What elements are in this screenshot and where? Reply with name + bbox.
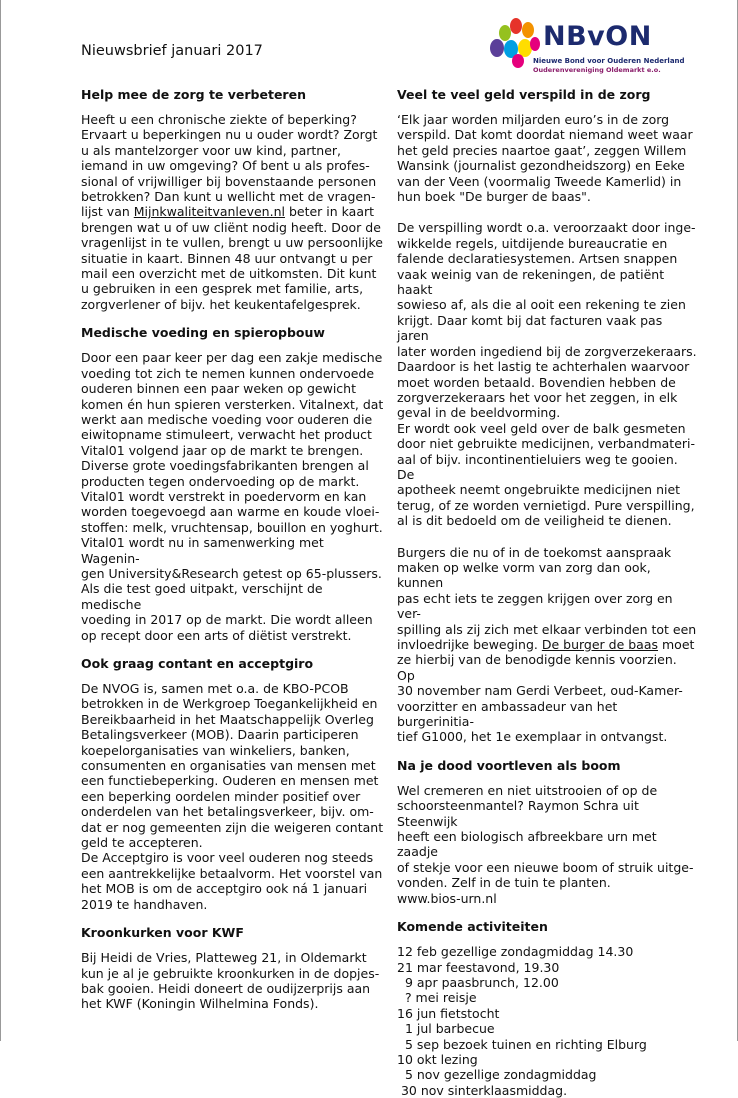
text-line: Daardoor is het lastig te achterhalen waarvoor	[397, 359, 690, 375]
activity-item: 9 apr paasbrunch, 12.00	[397, 974, 559, 990]
text-line: een aantrekkelijke betaalvorm. Het voorstel van	[81, 865, 383, 881]
section-heading: Na je dood voortleven als boom	[397, 757, 621, 773]
text-line: Heeft u een chronische ziekte of beperking?	[81, 112, 357, 127]
text-line: situatie in kaart. Binnen 48 uur ontvangt u per	[81, 250, 373, 266]
text-line: dat er nog gemeenten zijn die weigeren contant	[81, 819, 384, 835]
text-line: terug, of ze worden vernietigd. Pure verspilling,	[397, 497, 695, 513]
section-heading: Komende activiteiten	[397, 919, 548, 935]
section-heading: Kroonkurken voor KWF	[81, 925, 244, 941]
text-line: Vital01 wordt nu in samenwerking met Wagenin-	[81, 535, 324, 566]
text-line	[81, 204, 386, 219]
text-fragment: lijst van	[81, 204, 134, 220]
text-line: een beperking oordelen minder positief over	[81, 788, 361, 804]
text-line: al is dit bedoeld om de veiligheid te dienen.	[397, 513, 672, 529]
text-line: u gebruiken in een gesprek met familie, arts,	[81, 281, 364, 297]
text-line: spilling als zij zich met elkaar verbinden tot een	[397, 621, 697, 637]
text-line: voorzitter en ambassadeur van het burgerinitia-	[397, 698, 618, 730]
activity-item: 5 sep bezoek tuinen en richting Elburg	[397, 1036, 647, 1052]
text-line: De Acceptgiro is voor veel ouderen nog steeds	[81, 850, 374, 866]
text-line: mail een overzicht met de uitkomsten. Dit kunt	[81, 266, 377, 282]
text-line: hun boek "De burger de baas".	[397, 189, 591, 205]
text-line: het geld precies naartoe gaat’, zeggen Willem	[397, 142, 687, 158]
activity-item: 21 mar feestavond, 19.30	[397, 959, 560, 975]
text-line: geval in de beeldvorming.	[397, 405, 561, 421]
text-line: tief G1000, het 1e exemplaar in ontvangst.	[397, 729, 668, 745]
logo-wordmark: NBvON	[543, 21, 652, 52]
text-line: Er wordt ook veel geld over de balk gesmeten	[397, 420, 686, 436]
text-line: Als die test goed uitpakt, verschijnt de medische	[81, 581, 323, 612]
activity-item: 30 nov sinterklaasmiddag.	[397, 1082, 568, 1098]
text-line: op recept door een arts of diëtist verstrekt.	[81, 627, 352, 643]
text-line: pas echt iets te zeggen krijgen over zorg en ver-	[397, 590, 673, 622]
text-line: aal of bijv. incontinentieluiers weg te gooien. De	[397, 451, 678, 482]
text-line	[397, 637, 697, 652]
newsletter-title: Nieuwsbrief januari 2017	[81, 43, 263, 59]
right-column	[397, 87, 697, 1098]
text-line: iemand in uw omgeving? Of bent u als profes-	[81, 158, 370, 174]
activity-item: 12 feb gezellige zondagmiddag 14.30	[397, 944, 634, 960]
text-line: De NVOG is, samen met o.a. de KBO-PCOB	[81, 681, 349, 696]
text-fragment: invloedrijke beweging.	[397, 637, 542, 652]
logo-subtitle-branch: Ouderenvereniging Oldemarkt e.o.	[533, 66, 661, 74]
text-line: het KWF (Koningin Wilhelmina Fonds).	[81, 996, 319, 1012]
text-line: zorgverlener of bijv. het keukentafelgesprek.	[81, 296, 361, 312]
text-line: maken op welke vorm van zorg dan ook, kunnen	[397, 559, 651, 591]
text-line: of stekje voor een nieuwe boom of struik uitge-	[397, 859, 694, 875]
text-line: consumenten en organisaties van mensen met	[81, 758, 376, 774]
text-line: Diverse grote voedingsfabrikanten brengen al	[81, 458, 369, 474]
text-line: krijgt. Daar komt bij dat facturen vaak pas jaren	[397, 312, 663, 344]
mijnkwaliteitvanleven-link[interactable]: Mijnkwaliteitvanleven.nl	[133, 204, 285, 220]
text-line: stoffen: melk, vruchtensap, bouillon en yoghurt.	[81, 519, 383, 535]
text-line: Wel cremeren en niet uitstrooien of op de	[397, 782, 658, 798]
text-line: komen én hun spieren versterken. Vitalnext, dat	[81, 396, 384, 412]
section-heading: Veel te veel geld verspild in de zorg	[397, 87, 651, 102]
text-line: vaak weinig van de rekeningen, de patiënt haakt	[397, 266, 665, 298]
text-line: heeft een biologisch afbreekbare urn met zaadje	[397, 829, 657, 860]
section-heading: Medische voeding en spieropbouw	[81, 325, 325, 341]
section-heading: Help mee de zorg te verbeteren	[81, 87, 306, 102]
text-line: werkt aan medische voeding voor ouderen die	[81, 411, 373, 427]
activity-item: 5 nov gezellige zondagmiddag	[397, 1067, 597, 1083]
activity-item: 16 jun fietstocht	[397, 1005, 500, 1021]
text-line: van der Veen (voormalig Tweede Kamerlid) in	[397, 173, 682, 189]
text-line: wikkelde regels, uitdijende bureaucratie en	[397, 235, 668, 251]
text-line: Bij Heidi de Vries, Platteweg 21, in Oldemarkt	[81, 950, 367, 966]
activity-item: ? mei reisje	[397, 990, 477, 1006]
text-line: Bereikbaarheid in het Maatschappelijk Overleg	[81, 711, 374, 727]
burger-de-baas-link[interactable]: De burger de baas	[541, 637, 659, 652]
text-line: Door een paar keer per dag een zakje medische	[81, 350, 383, 366]
text-line: verspild. Dat komt doordat niemand weet waar	[397, 127, 693, 143]
bios-urn-url: www.bios-urn.nl	[397, 890, 497, 906]
text-line: vragenlijst in te vullen, brengt u uw persoonlijke	[81, 235, 383, 251]
text-line: het MOB is om de acceptgiro ook ná 1 januari	[81, 881, 368, 897]
nbvon-logo	[487, 15, 687, 75]
text-line: sional of vrijwilliger bij bovenstaande personen	[81, 173, 377, 189]
text-line: apotheek neemt ongebruikte medicijnen niet	[397, 482, 681, 498]
text-line: voeding in 2017 op de markt. Die wordt alleen	[81, 612, 373, 628]
text-line: een functiebeperking. Ouderen en mensen met	[81, 773, 379, 789]
text-line: eiwitopname stimuleert, verwacht het product	[81, 427, 372, 443]
text-line: De verspilling wordt o.a. veroorzaakt door inge-	[397, 220, 696, 236]
text-line: ze hierbij van de benodigde kennis voorzien. Op	[397, 652, 677, 683]
text-line: ouderen binnen een paar weken op gewicht	[81, 381, 356, 397]
text-line: producten tegen ondervoeding op de markt.	[81, 473, 360, 489]
text-line: vonden. Zelf in de tuin te planten.	[397, 875, 611, 891]
text-line: falende declaratiesystemen. Artsen snappen	[397, 251, 678, 267]
text-line: door niet gebruikte medicijnen, verbandmateri-	[397, 436, 696, 452]
text-line: 2019 te handhaven.	[81, 896, 208, 912]
text-line: brengen wat u of uw cliënt nodig heeft. Door de	[81, 219, 381, 235]
text-line: moet worden betaald. Bovendien hebben de	[397, 374, 676, 390]
text-line: 30 november nam Gerdi Verbeet, oud-Kamer-	[397, 683, 683, 699]
text-line: voeding tot zich te nemen kunnen ondervoede	[81, 365, 375, 381]
text-line: schoorsteenmantel? Raymon Schra uit Steenwijk	[397, 798, 639, 829]
text-line: worden toegevoegd aan warme en koude vloei-	[81, 504, 380, 520]
text-line: Vital01 wordt verstrekt in poedervorm en kan	[81, 488, 367, 504]
text-line: Betalingsverkeer (MOB). Daarin participeren	[81, 727, 359, 743]
text-line: betrokken in de Werkgroep Toegankelijkheid en	[81, 696, 378, 712]
text-line: bak gooien. Heidi doneert de oudijzerprijs aan	[81, 980, 371, 996]
text-line: geld te accepteren.	[81, 835, 203, 851]
text-line: koepelorganisaties van winkeliers, banken,	[81, 742, 350, 758]
left-column	[81, 87, 386, 1012]
text-line: Vital01 volgend jaar op de markt te brengen.	[81, 442, 364, 458]
text-line: kun je al je gebruikte kroonkurken in de dopjes-	[81, 965, 380, 981]
text-fragment: beter in kaart	[284, 204, 375, 220]
text-line: betrokken? Dan kunt u wellicht met de vragen-	[81, 189, 376, 205]
text-line: Ervaart u beperkingen nu u ouder wordt? Zorgt	[81, 127, 378, 143]
activity-item: 10 okt lezing	[397, 1051, 478, 1067]
text-fragment: moet	[658, 637, 695, 652]
text-line: gen University&Research getest op 65-plussers.	[81, 565, 382, 581]
text-line: zorgverzekeraars het voor het zeggen, in elk	[397, 389, 678, 405]
text-line: ‘Elk jaar worden miljarden euro’s in de zorg	[397, 112, 670, 127]
text-line: Burgers die nu of in de toekomst aanspraak	[397, 544, 672, 560]
text-line: u als mantelzorger voor uw kind, partner,	[81, 142, 342, 158]
logo-subtitle: Nieuwe Bond voor Ouderen Nederland	[533, 57, 685, 65]
text-line: later worden ingediend bij de zorgverzekeraars.	[397, 343, 697, 359]
text-line: Wansink (journalist gezondheidszorg) en Eeke	[397, 158, 685, 174]
section-heading: Ook graag contant en acceptgiro	[81, 656, 314, 671]
text-line: onderdelen van het betalingsverkeer, bijv. om-	[81, 804, 374, 820]
text-line: sowieso af, als die al ooit een rekening te zien	[397, 297, 686, 313]
activity-item: 1 jul barbecue	[397, 1021, 495, 1037]
